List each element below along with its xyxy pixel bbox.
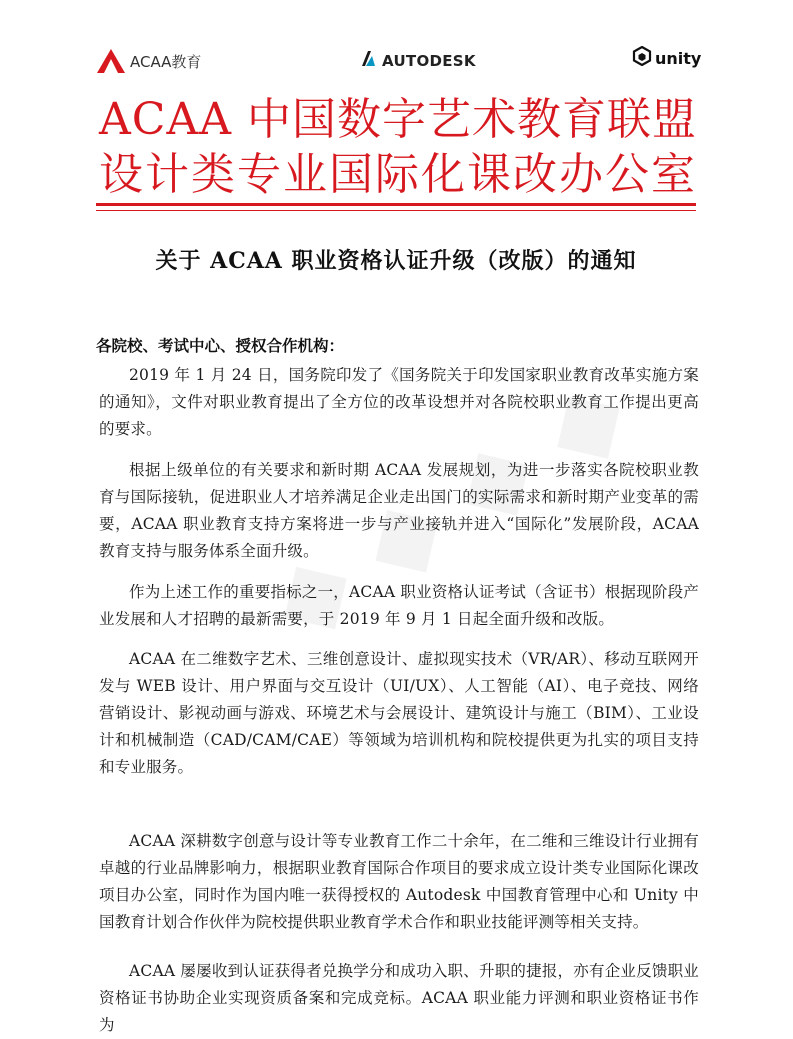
header-divider-thick — [96, 203, 696, 206]
body-paragraph-5: ACAA 深耕数字创意与设计等专业教育工作二十余年，在二维和三维设计行业拥有卓越的行业品牌影响力，根据职业教育国际合作项目的要求成立设计类专业国际化课改项目办公室，同时作为国内唯一获得授权的 Autodesk 中国教育管理中心和 Unity 中国教育计划合作伙伴为院校提供职业教育学术合作和职业技能评测等相关支持。 — [99, 832, 699, 931]
acaa-logo — [96, 48, 201, 74]
logo-bar — [0, 40, 793, 80]
unity-logo — [632, 46, 701, 70]
acaa-logo-icon — [96, 48, 126, 74]
header-divider-thin — [96, 210, 696, 211]
body-paragraph-6: ACAA 屡屡收到认证获得者兑换学分和成功入职、升职的捷报，亦有企业反馈职业资格证书协助企业实现资质备案和完成竞标。ACAA 职业能力评测和职业资格证书作为 — [99, 962, 699, 1034]
unity-logo-text: unity — [655, 48, 702, 68]
body-paragraph-2: 根据上级单位的有关要求和新时期 ACAA 发展规划，为进一步落实各院校职业教育与国际接轨，促进职业人才培养满足企业走出国门的实际需求和新时期产业变革的需要，ACAA 职业教育支持方案将进一步与产业接轨并进入“国际化”发展阶段，ACAA 教育支持与服务体系全面升级。 — [99, 461, 699, 560]
autodesk-logo-text: AUTODESK — [382, 51, 476, 70]
acaa-logo-text: ACAA教育 — [130, 52, 202, 71]
notice-title: 关于 ACAA 职业资格认证升级（改版）的通知 — [155, 248, 637, 274]
body-paragraph-3: 作为上述工作的重要指标之一，ACAA 职业资格认证考试（含证书）根据现阶段产业发展和人才招聘的最新需要，于 2019 年 9 月 1 日起全面升级和改版。 — [99, 583, 699, 628]
salutation: 各院校、考试中心、授权合作机构： — [96, 336, 345, 355]
header-title-line-1: ACAA 中国数字艺术教育联盟 — [99, 94, 697, 145]
unity-logo-icon — [632, 46, 652, 70]
header-title-line-2: 设计类专业国际化课改办公室 — [99, 149, 697, 200]
autodesk-logo-icon — [360, 50, 377, 71]
body-paragraph-1: 2019 年 1 月 24 日，国务院印发了《国务院关于印发国家职业教育改革实施方案的通知》，文件对职业教育提出了全方位的改革设想并对各院校职业教育工作提出更高的要求。 — [99, 366, 699, 438]
autodesk-logo — [360, 50, 476, 71]
body-paragraph-4: ACAA 在二维数字艺术、三维创意设计、虚拟现实技术（VR/AR）、移动互联网开发与 WEB 设计、用户界面与交互设计（UI/UX）、人工智能（AI）、电子竞技、网络营销设计、影视动画与游戏、环境艺术与会展设计、建筑设计与施工（BIM）、工业设计和机械制造（CAD/CAM/CAE）等领域为培训机构和院校提供更为扎实的项目支持和专业服务。 — [99, 650, 699, 776]
